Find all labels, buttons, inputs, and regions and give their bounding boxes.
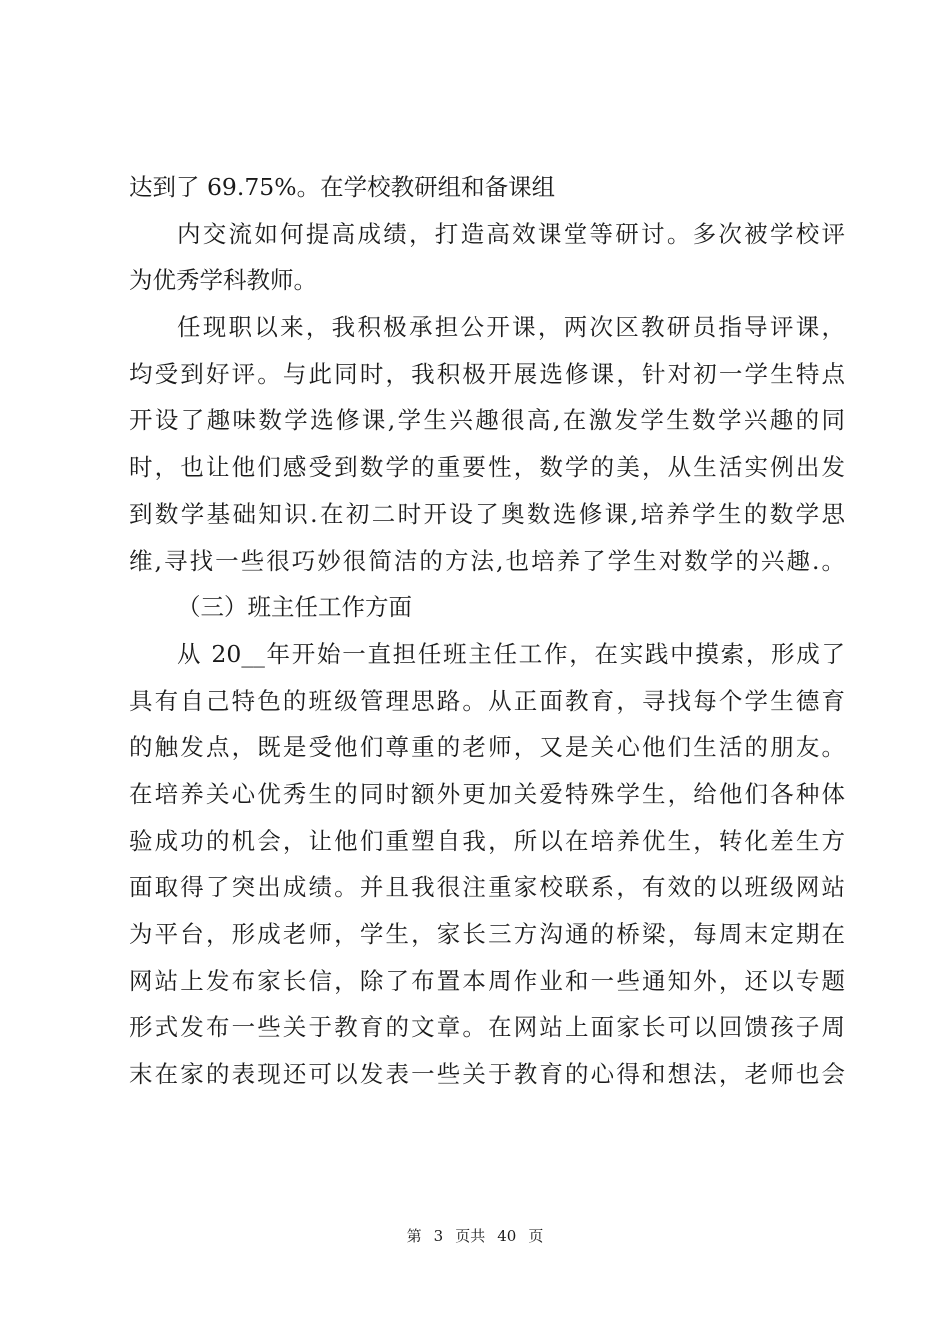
- text-line: 为优秀学科教师。: [129, 266, 317, 295]
- text-line: 末在家的表现还可以发表一些关于教育的心得和想法，老师也会: [129, 1060, 845, 1089]
- text-line: 开设了趣味数学选修课,学生兴趣很高,在激发学生数学兴趣的同: [129, 406, 845, 435]
- text-line: 均受到好评。与此同时，我积极开展选修课，针对初一学生特点: [129, 359, 845, 388]
- text-line: 具有自己特色的班级管理思路。从正面教育，寻找每个学生德育: [129, 686, 845, 715]
- text-line: 任现职以来，我积极承担公开课，两次区教研员指导评课，: [177, 313, 845, 342]
- body-text: [129, 164, 845, 1098]
- text-line: 验成功的机会，让他们重塑自我，所以在培养优生，转化差生方: [129, 826, 845, 855]
- text-line: 网站上发布家长信，除了布置本周作业和一些通知外，还以专题: [129, 966, 845, 995]
- text-line: 时，也让他们感受到数学的重要性，数学的美，从生活实例出发: [129, 453, 845, 482]
- footer-suffix: 页: [528, 1227, 544, 1245]
- footer-current-page: 3: [433, 1227, 444, 1245]
- page-footer: [0, 1226, 950, 1246]
- footer-middle: 页共: [455, 1227, 486, 1245]
- text-line: 维,寻找一些很巧妙很简洁的方法,也培养了学生对数学的兴趣.。: [129, 546, 845, 575]
- text-line: 为平台，形成老师，学生，家长三方沟通的桥梁，每周末定期在: [129, 920, 845, 948]
- text-line: 面取得了突出成绩。并且我很注重家校联系，有效的以班级网站: [129, 873, 845, 902]
- text-line: 从 20__年开始一直担任班主任工作，在实践中摸索，形成了: [177, 639, 845, 668]
- text-line: 的触发点，既是受他们尊重的老师，又是关心他们生活的朋友。: [129, 733, 845, 762]
- text-line: 在培养关心优秀生的同时额外更加关爱特殊学生，给他们各种体: [129, 779, 845, 808]
- text-line: 形式发布一些关于教育的文章。在网站上面家长可以回馈孩子周: [129, 1013, 845, 1042]
- text-line: 到数学基础知识.在初二时开设了奥数选修课,培养学生的数学思: [129, 499, 845, 528]
- text-line: 达到了 69.75%。在学校教研组和备课组: [129, 173, 556, 201]
- footer-total-pages: 40: [497, 1227, 517, 1245]
- text-line: 内交流如何提高成绩，打造高效课堂等研讨。多次被学校评: [177, 219, 845, 248]
- section-heading: （三）班主任工作方面: [177, 593, 412, 622]
- footer-prefix: 第: [406, 1227, 422, 1245]
